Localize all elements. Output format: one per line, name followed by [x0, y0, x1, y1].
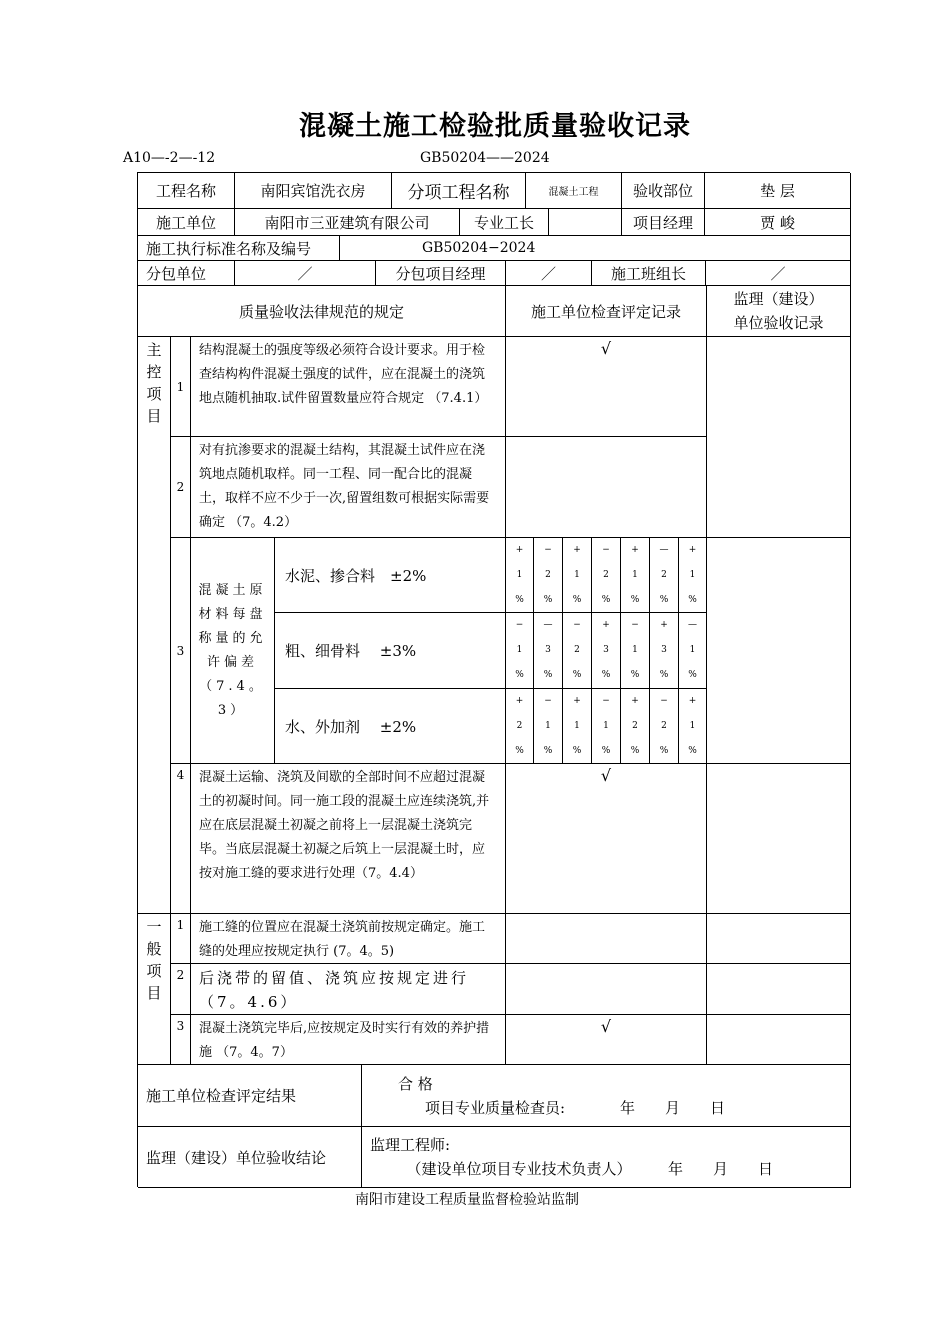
sub-pm-value: ／	[506, 261, 592, 286]
tolerance-cell	[679, 538, 707, 613]
standard-code: GB50204——2024	[420, 150, 550, 166]
tolerance-cell	[679, 689, 707, 764]
material-row-name: 粗、细骨料 ±3%	[275, 613, 506, 689]
conclusion-date: 年 月 日	[668, 1160, 774, 1178]
general-item-text: 施工缝的位置应在混凝土浇筑前按规定确定。施工缝的处理应按规定执行 (7。4。5)	[191, 914, 506, 964]
tolerance-cell-text: −	[544, 544, 552, 555]
tolerance-cell-text: %	[601, 670, 611, 680]
tolerance-cell-text: 2	[603, 569, 609, 580]
project-name-label: 工程名称	[138, 173, 235, 209]
tolerance-cell-text: %	[659, 594, 669, 605]
tolerance-cell-text: %	[688, 594, 697, 605]
tolerance-cell	[506, 538, 534, 613]
tolerance-cell-text: %	[601, 745, 611, 756]
tolerance-cell-text: 3	[545, 645, 551, 655]
general-label: 一 般 项 目	[138, 914, 171, 1065]
tolerance-cell-text: 3	[661, 645, 667, 655]
supervisor-header-line1: 监理（建设）	[733, 290, 824, 308]
general-item-supervisor	[707, 914, 851, 964]
tolerance-cell	[650, 613, 679, 689]
tolerance-cell-text: +	[631, 544, 639, 555]
tolerance-cell-text: 2	[516, 720, 523, 731]
standard-value: GB50204−2024	[340, 236, 851, 261]
tolerance-cell-text: 2	[661, 569, 667, 580]
tolerance-cell-text: %	[515, 670, 524, 680]
part-value: 垫 层	[705, 173, 851, 209]
tolerance-cell	[563, 613, 592, 689]
tolerance-cell	[592, 689, 621, 764]
foreman-value	[549, 209, 622, 236]
tolerance-cell-text: 1	[574, 569, 580, 580]
tolerance-cell-text: −	[660, 695, 668, 706]
material-supervisor	[707, 538, 851, 764]
main-item-no: 2	[171, 437, 191, 538]
tolerance-cell-text: 2	[661, 720, 667, 731]
tolerance-cell-text: +	[573, 544, 581, 555]
main-item-no: 1	[171, 337, 191, 437]
tolerance-cell	[621, 538, 650, 613]
tolerance-cell-text: −	[631, 620, 639, 630]
tolerance-cell-text: %	[659, 745, 669, 756]
tolerance-cell-text: %	[515, 745, 524, 756]
regulation-header: 质量验收法律规范的规定	[138, 286, 506, 337]
tolerance-cell-text: 3	[603, 645, 609, 655]
conclusion-owner-line	[370, 1157, 850, 1181]
tolerance-cell-text: +	[660, 620, 668, 630]
supervisor-header-line2: 单位验收记录	[733, 314, 824, 332]
conclusion-content	[362, 1127, 851, 1188]
tolerance-cell-text: %	[688, 745, 697, 756]
tolerance-cell-text: 1	[545, 720, 551, 731]
contractor-value: 南阳市三亚建筑有限公司	[235, 209, 460, 236]
sub-unit-value: ／	[235, 261, 376, 286]
main-control-label: 主 控 项 目	[138, 337, 171, 914]
tolerance-cell-text: %	[543, 745, 553, 756]
main-item-supervisor	[707, 764, 851, 914]
tolerance-cell-text: —	[543, 620, 553, 630]
tolerance-cell-text: 2	[545, 569, 551, 580]
tolerance-cell-text: %	[572, 745, 582, 756]
tolerance-cell	[506, 613, 534, 689]
conclusion-owner: （建设单位项目专业技术负责人）	[406, 1160, 632, 1178]
main-item-check	[506, 437, 707, 538]
tolerance-cell-text: +	[573, 695, 581, 706]
tolerance-cell	[621, 613, 650, 689]
part-label: 验收部位	[622, 173, 705, 209]
tolerance-cell-text: %	[688, 670, 697, 680]
tolerance-cell	[650, 538, 679, 613]
tolerance-cell	[592, 613, 621, 689]
tolerance-cell-text: +	[631, 695, 639, 706]
tolerance-cell-text: %	[543, 670, 553, 680]
general-item-no: 1	[171, 914, 191, 964]
tolerance-cell-text: 1	[603, 720, 609, 731]
tolerance-cell	[534, 689, 563, 764]
tolerance-cell-text: −	[544, 695, 552, 706]
pm-value: 贾 峻	[705, 209, 851, 236]
tolerance-cell-text: +	[602, 620, 610, 630]
inspection-table	[137, 172, 850, 1187]
tolerance-cell-text: %	[630, 745, 640, 756]
general-item-no: 2	[171, 964, 191, 1015]
tolerance-cell	[506, 689, 534, 764]
subproject-value: 混凝土工程	[526, 173, 622, 209]
main-item-check: √	[506, 764, 707, 914]
result-inspector: 项目专业质量检查员:	[424, 1098, 566, 1117]
tolerance-cell-text: −	[515, 620, 524, 630]
tolerance-cell-text: %	[630, 594, 640, 605]
form-title: 混凝土施工检验批质量验收记录	[299, 111, 691, 142]
tolerance-cell-text: +	[688, 695, 697, 706]
standard-label: 施工执行标准名称及编号	[138, 236, 340, 261]
tolerance-cell	[650, 689, 679, 764]
contractor-check-header: 施工单位检查评定记录	[506, 286, 707, 337]
tolerance-cell-text: 1	[689, 645, 696, 655]
tolerance-cell-text: +	[515, 695, 524, 706]
tolerance-cell-text: +	[688, 544, 697, 555]
tolerance-cell-text: +	[515, 544, 524, 555]
result-date: 年 月 日	[620, 1098, 726, 1117]
general-item-supervisor	[707, 964, 851, 1015]
tolerance-cell	[563, 689, 592, 764]
general-item-supervisor	[707, 1015, 851, 1065]
tolerance-cell	[534, 538, 563, 613]
tolerance-cell-text: %	[572, 670, 582, 680]
tolerance-cell-text: %	[630, 670, 640, 680]
tolerance-cell-text: —	[688, 620, 697, 630]
general-item-text: 后浇带的留值、浇筑应按规定进行（7。4.6）	[191, 964, 506, 1015]
foreman-label: 专业工长	[460, 209, 549, 236]
contractor-label: 施工单位	[138, 209, 235, 236]
main-item-check: √	[506, 337, 707, 437]
tolerance-cell-text: %	[543, 594, 553, 605]
tolerance-cell-text: %	[515, 594, 524, 605]
team-leader-value: ／	[706, 261, 851, 286]
pm-label: 项目经理	[622, 209, 705, 236]
main-item-text: 结构混凝土的强度等级必须符合设计要求。用于检查结构构件混凝土强度的试件，应在混凝土的浇筑地点随机抽取.试件留置数量应符合规定 （7.4.1）	[191, 337, 506, 437]
general-item-text: 混凝土浇筑完毕后,应按规定及时实行有效的养护措施 （7。4。7）	[191, 1015, 506, 1065]
tolerance-cell-text: %	[601, 594, 611, 605]
tolerance-cell-text: —	[659, 544, 669, 555]
tolerance-cell	[534, 613, 563, 689]
general-item-check	[506, 914, 707, 964]
general-item-check	[506, 964, 707, 1015]
material-label: 混凝土原材料每盘称量的允许偏差（7.4。3）	[191, 538, 275, 764]
conclusion-engineer: 监理工程师:	[370, 1136, 451, 1154]
footer: 南阳市建设工程质量监督检验站监制	[355, 1192, 579, 1208]
main-item-text: 对有抗渗要求的混凝土结构，其混凝土试件应在浇筑地点随机取样。同一工程、同一配合比的混凝土，取样不应不少于一次,留置组数可根据实际需要确定 （7。4.2）	[191, 437, 506, 538]
main-item-no: 3	[171, 538, 191, 764]
general-item-no: 3	[171, 1015, 191, 1065]
tolerance-cell-text: %	[572, 594, 582, 605]
main-item-text: 混凝土运输、浇筑及间歇的全部时间不应超过混凝土的初凝时间。同一施工段的混凝土应连续浇筑,并应在底层混凝土初凝之前将上一层混凝土浇筑完毕。当底层混凝土初凝之后筑上一层混凝土时，应按对施工缝的要求进行处理（7。4.4）	[191, 764, 506, 914]
result-label: 施工单位检查评定结果	[138, 1065, 362, 1127]
sub-pm-label: 分包项目经理	[376, 261, 506, 286]
result-verdict: 合 格	[398, 1074, 433, 1093]
tolerance-cell	[679, 613, 707, 689]
tolerance-cell	[592, 538, 621, 613]
conclusion-label: 监理（建设）单位验收结论	[138, 1127, 362, 1188]
team-leader-label: 施工班组长	[592, 261, 706, 286]
result-content	[362, 1065, 851, 1127]
tolerance-cell-text: 1	[632, 645, 638, 655]
tolerance-cell-text: 1	[516, 645, 523, 655]
tolerance-cell-text: 1	[689, 569, 696, 580]
sub-unit-label: 分包单位	[138, 261, 235, 286]
subproject-label: 分项工程名称	[392, 173, 526, 209]
material-row-name: 水、外加剂 ±2%	[275, 689, 506, 764]
supervisor-header	[707, 286, 851, 337]
tolerance-cell-text: 1	[632, 569, 638, 580]
main-item-no: 4	[171, 764, 191, 914]
tolerance-cell	[621, 689, 650, 764]
tolerance-cell-text: %	[659, 670, 669, 680]
tolerance-cell-text: 1	[516, 569, 523, 580]
tolerance-cell-text: 2	[574, 645, 580, 655]
result-inspector-line	[370, 1096, 850, 1120]
tolerance-cell-text: 2	[632, 720, 638, 731]
tolerance-cell-text: −	[602, 695, 610, 706]
tolerance-cell	[563, 538, 592, 613]
tolerance-cell-text: 1	[574, 720, 580, 731]
tolerance-cell-text: −	[573, 620, 581, 630]
material-row-name: 水泥、掺合料 ±2%	[275, 538, 506, 613]
general-item-check: √	[506, 1015, 707, 1065]
main-item-supervisor	[707, 337, 851, 538]
tolerance-cell-text: 1	[689, 720, 696, 731]
form-code: A10—-2—-12	[123, 150, 216, 166]
tolerance-cell-text: −	[602, 544, 610, 555]
project-name-value: 南阳宾馆洗衣房	[235, 173, 392, 209]
